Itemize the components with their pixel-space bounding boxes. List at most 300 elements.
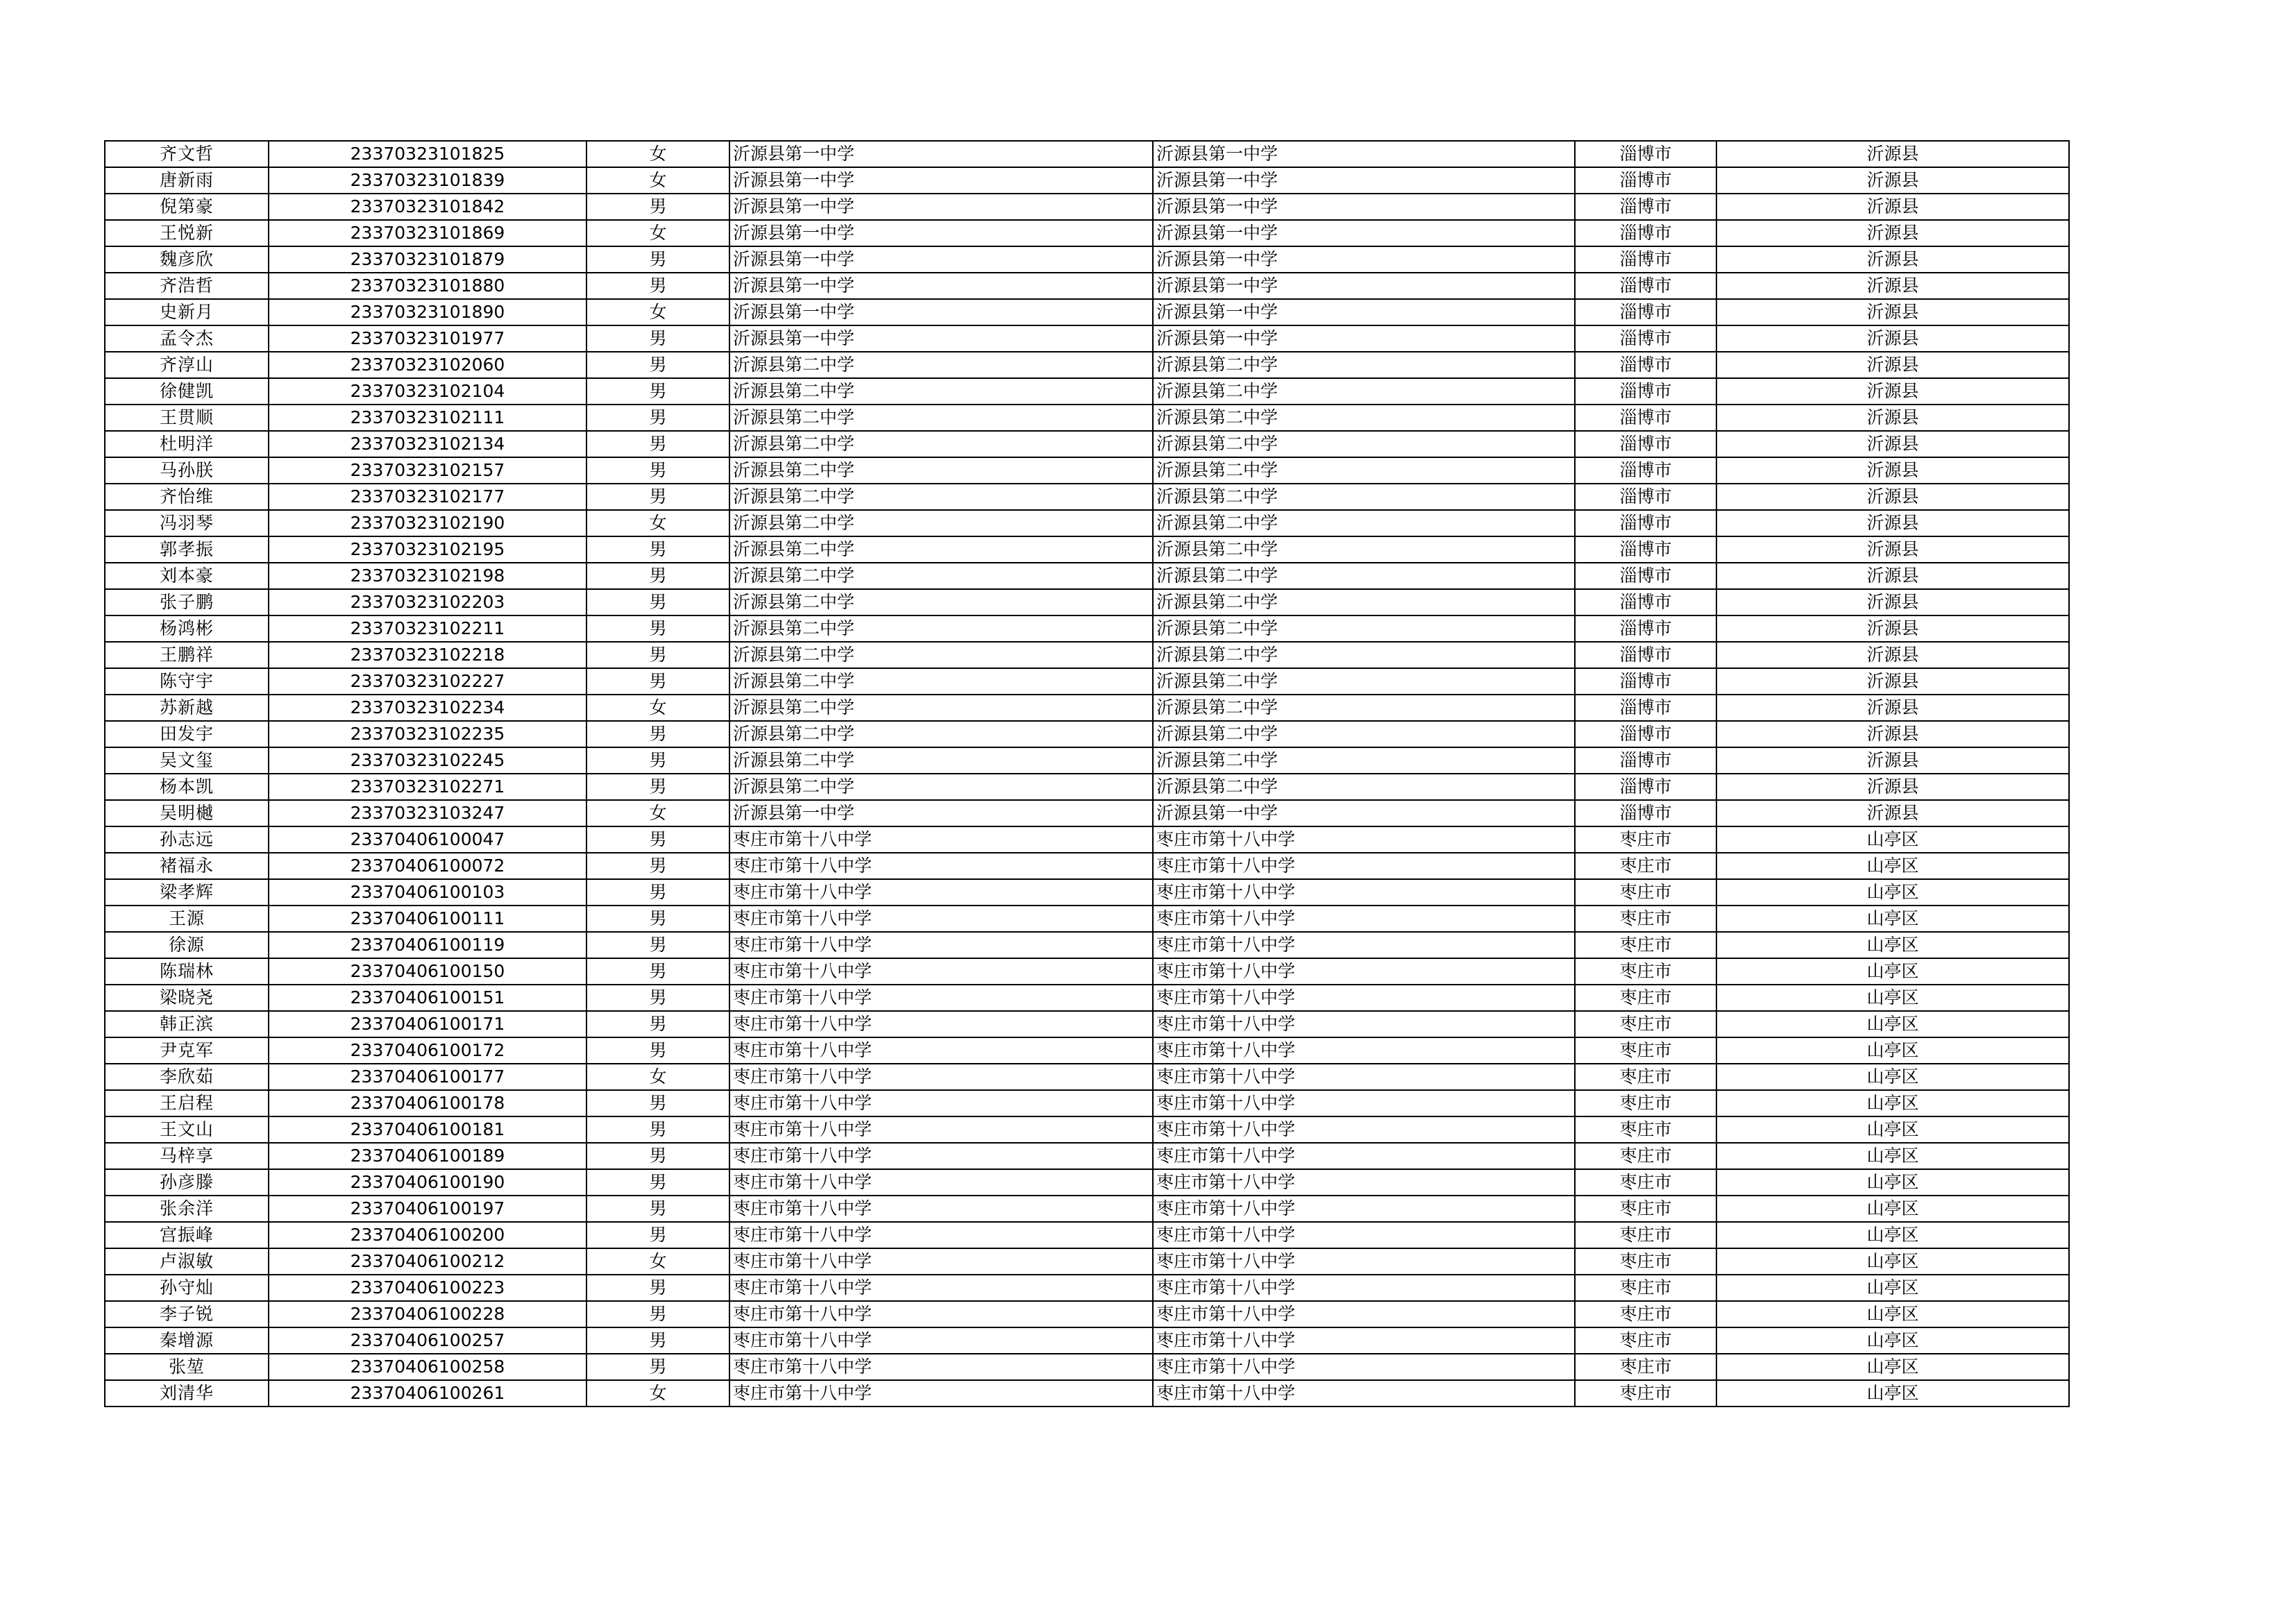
city-cell: 淄博市 [1575, 220, 1716, 246]
enrolled-school-cell: 沂源县第二中学 [1153, 484, 1575, 510]
city-cell: 淄博市 [1575, 563, 1716, 589]
city-cell: 枣庄市 [1575, 1327, 1716, 1354]
school-cell: 枣庄市第十八中学 [729, 1116, 1153, 1143]
school-cell: 沂源县第二中学 [729, 774, 1153, 800]
city-cell: 枣庄市 [1575, 985, 1716, 1011]
gender-cell: 男 [586, 747, 729, 774]
district-cell: 山亭区 [1716, 1116, 2069, 1143]
enrolled-school-cell: 沂源县第二中学 [1153, 668, 1575, 695]
table-row [105, 405, 2069, 431]
enrolled-school-cell: 枣庄市第十八中学 [1153, 879, 1575, 906]
gender-cell: 女 [586, 1248, 729, 1275]
gender-cell: 男 [586, 1196, 729, 1222]
school-cell: 枣庄市第十八中学 [729, 1275, 1153, 1301]
name-cell: 韩正滨 [105, 1011, 269, 1037]
gender-cell: 男 [586, 1301, 729, 1327]
district-cell: 沂源县 [1716, 220, 2069, 246]
gender-cell: 女 [586, 1064, 729, 1090]
school-cell: 枣庄市第十八中学 [729, 1380, 1153, 1407]
enrolled-school-cell: 枣庄市第十八中学 [1153, 932, 1575, 958]
table-row [105, 167, 2069, 194]
city-cell: 枣庄市 [1575, 1275, 1716, 1301]
exam-number-cell: 23370323102218 [269, 642, 586, 668]
name-cell: 吴文玺 [105, 747, 269, 774]
exam-number-cell: 23370406100150 [269, 958, 586, 985]
enrolled-school-cell: 枣庄市第十八中学 [1153, 853, 1575, 879]
gender-cell: 男 [586, 721, 729, 747]
city-cell: 淄博市 [1575, 325, 1716, 352]
table-row [105, 695, 2069, 721]
school-cell: 沂源县第一中学 [729, 273, 1153, 299]
exam-number-cell: 23370323101825 [269, 141, 586, 167]
school-cell: 沂源县第二中学 [729, 536, 1153, 563]
table-row [105, 563, 2069, 589]
district-cell: 沂源县 [1716, 484, 2069, 510]
district-cell: 山亭区 [1716, 1090, 2069, 1116]
gender-cell: 女 [586, 220, 729, 246]
gender-cell: 男 [586, 325, 729, 352]
exam-number-cell: 23370323101842 [269, 194, 586, 220]
gender-cell: 男 [586, 1011, 729, 1037]
school-cell: 枣庄市第十八中学 [729, 932, 1153, 958]
gender-cell: 男 [586, 668, 729, 695]
gender-cell: 男 [586, 1275, 729, 1301]
gender-cell: 女 [586, 167, 729, 194]
table-row [105, 246, 2069, 273]
city-cell: 枣庄市 [1575, 1064, 1716, 1090]
table-row [105, 958, 2069, 985]
city-cell: 枣庄市 [1575, 1248, 1716, 1275]
gender-cell: 男 [586, 352, 729, 378]
district-cell: 沂源县 [1716, 431, 2069, 457]
gender-cell: 男 [586, 1222, 729, 1248]
school-cell: 沂源县第一中学 [729, 800, 1153, 826]
school-cell: 枣庄市第十八中学 [729, 1222, 1153, 1248]
district-cell: 沂源县 [1716, 378, 2069, 405]
table-row [105, 1169, 2069, 1196]
name-cell: 唐新雨 [105, 167, 269, 194]
table-row [105, 194, 2069, 220]
gender-cell: 男 [586, 642, 729, 668]
enrolled-school-cell: 枣庄市第十八中学 [1153, 1090, 1575, 1116]
enrolled-school-cell: 沂源县第二中学 [1153, 536, 1575, 563]
table-row [105, 721, 2069, 747]
district-cell: 沂源县 [1716, 747, 2069, 774]
city-cell: 淄博市 [1575, 615, 1716, 642]
enrolled-school-cell: 枣庄市第十八中学 [1153, 1248, 1575, 1275]
district-cell: 沂源县 [1716, 299, 2069, 325]
name-cell: 王贯顺 [105, 405, 269, 431]
table-row [105, 1354, 2069, 1380]
gender-cell: 男 [586, 906, 729, 932]
city-cell: 枣庄市 [1575, 879, 1716, 906]
district-cell: 沂源县 [1716, 668, 2069, 695]
table-row [105, 457, 2069, 484]
gender-cell: 男 [586, 273, 729, 299]
exam-number-cell: 23370323102271 [269, 774, 586, 800]
district-cell: 沂源县 [1716, 510, 2069, 536]
district-cell: 山亭区 [1716, 1275, 2069, 1301]
name-cell: 魏彦欣 [105, 246, 269, 273]
table-row [105, 1064, 2069, 1090]
school-cell: 沂源县第一中学 [729, 141, 1153, 167]
school-cell: 枣庄市第十八中学 [729, 1064, 1153, 1090]
name-cell: 张堃 [105, 1354, 269, 1380]
city-cell: 淄博市 [1575, 405, 1716, 431]
exam-number-cell: 23370323102195 [269, 536, 586, 563]
enrolled-school-cell: 枣庄市第十八中学 [1153, 1380, 1575, 1407]
name-cell: 李欣茹 [105, 1064, 269, 1090]
name-cell: 杨本凯 [105, 774, 269, 800]
exam-number-cell: 23370323102234 [269, 695, 586, 721]
exam-number-cell: 23370406100189 [269, 1143, 586, 1169]
name-cell: 杨鸿彬 [105, 615, 269, 642]
enrolled-school-cell: 枣庄市第十八中学 [1153, 958, 1575, 985]
enrolled-school-cell: 枣庄市第十八中学 [1153, 1064, 1575, 1090]
district-cell: 沂源县 [1716, 642, 2069, 668]
table-row [105, 1116, 2069, 1143]
name-cell: 齐淳山 [105, 352, 269, 378]
name-cell: 苏新越 [105, 695, 269, 721]
school-cell: 沂源县第一中学 [729, 299, 1153, 325]
table-row [105, 1011, 2069, 1037]
roster-table [104, 140, 2070, 1407]
exam-number-cell: 23370323102227 [269, 668, 586, 695]
city-cell: 枣庄市 [1575, 1222, 1716, 1248]
enrolled-school-cell: 枣庄市第十八中学 [1153, 1196, 1575, 1222]
district-cell: 沂源县 [1716, 352, 2069, 378]
school-cell: 沂源县第二中学 [729, 615, 1153, 642]
exam-number-cell: 23370406100171 [269, 1011, 586, 1037]
district-cell: 沂源县 [1716, 563, 2069, 589]
school-cell: 枣庄市第十八中学 [729, 1327, 1153, 1354]
school-cell: 沂源县第一中学 [729, 167, 1153, 194]
school-cell: 枣庄市第十八中学 [729, 826, 1153, 853]
city-cell: 淄博市 [1575, 721, 1716, 747]
exam-number-cell: 23370323102190 [269, 510, 586, 536]
exam-number-cell: 23370323102203 [269, 589, 586, 615]
exam-number-cell: 23370406100072 [269, 853, 586, 879]
city-cell: 淄博市 [1575, 536, 1716, 563]
city-cell: 淄博市 [1575, 668, 1716, 695]
city-cell: 淄博市 [1575, 457, 1716, 484]
city-cell: 枣庄市 [1575, 1169, 1716, 1196]
table-row [105, 879, 2069, 906]
gender-cell: 男 [586, 563, 729, 589]
city-cell: 枣庄市 [1575, 1196, 1716, 1222]
enrolled-school-cell: 枣庄市第十八中学 [1153, 906, 1575, 932]
city-cell: 枣庄市 [1575, 1143, 1716, 1169]
gender-cell: 男 [586, 405, 729, 431]
enrolled-school-cell: 枣庄市第十八中学 [1153, 1222, 1575, 1248]
city-cell: 枣庄市 [1575, 1011, 1716, 1037]
exam-number-cell: 23370406100151 [269, 985, 586, 1011]
school-cell: 沂源县第二中学 [729, 642, 1153, 668]
district-cell: 沂源县 [1716, 774, 2069, 800]
district-cell: 山亭区 [1716, 853, 2069, 879]
name-cell: 杜明洋 [105, 431, 269, 457]
gender-cell: 女 [586, 1380, 729, 1407]
enrolled-school-cell: 沂源县第二中学 [1153, 642, 1575, 668]
school-cell: 沂源县第一中学 [729, 220, 1153, 246]
gender-cell: 男 [586, 615, 729, 642]
school-cell: 枣庄市第十八中学 [729, 985, 1153, 1011]
name-cell: 褚福永 [105, 853, 269, 879]
city-cell: 淄博市 [1575, 194, 1716, 220]
name-cell: 宫振峰 [105, 1222, 269, 1248]
school-cell: 沂源县第二中学 [729, 378, 1153, 405]
district-cell: 山亭区 [1716, 1143, 2069, 1169]
district-cell: 山亭区 [1716, 1064, 2069, 1090]
school-cell: 枣庄市第十八中学 [729, 1354, 1153, 1380]
gender-cell: 男 [586, 246, 729, 273]
name-cell: 梁晓尧 [105, 985, 269, 1011]
city-cell: 淄博市 [1575, 484, 1716, 510]
name-cell: 孙守灿 [105, 1275, 269, 1301]
district-cell: 山亭区 [1716, 879, 2069, 906]
name-cell: 齐文哲 [105, 141, 269, 167]
school-cell: 枣庄市第十八中学 [729, 1090, 1153, 1116]
exam-number-cell: 23370406100223 [269, 1275, 586, 1301]
enrolled-school-cell: 枣庄市第十八中学 [1153, 826, 1575, 853]
enrolled-school-cell: 沂源县第二中学 [1153, 721, 1575, 747]
table-row [105, 431, 2069, 457]
name-cell: 李子锐 [105, 1301, 269, 1327]
district-cell: 沂源县 [1716, 721, 2069, 747]
exam-number-cell: 23370323103247 [269, 800, 586, 826]
school-cell: 枣庄市第十八中学 [729, 906, 1153, 932]
name-cell: 刘清华 [105, 1380, 269, 1407]
district-cell: 沂源县 [1716, 615, 2069, 642]
exam-number-cell: 23370406100103 [269, 879, 586, 906]
gender-cell: 男 [586, 879, 729, 906]
enrolled-school-cell: 枣庄市第十八中学 [1153, 1301, 1575, 1327]
exam-number-cell: 23370323102211 [269, 615, 586, 642]
city-cell: 枣庄市 [1575, 1301, 1716, 1327]
exam-number-cell: 23370406100212 [269, 1248, 586, 1275]
school-cell: 沂源县第二中学 [729, 405, 1153, 431]
district-cell: 山亭区 [1716, 1354, 2069, 1380]
enrolled-school-cell: 沂源县第二中学 [1153, 457, 1575, 484]
enrolled-school-cell: 沂源县第二中学 [1153, 615, 1575, 642]
exam-number-cell: 23370323102245 [269, 747, 586, 774]
district-cell: 山亭区 [1716, 1037, 2069, 1064]
name-cell: 马梓享 [105, 1143, 269, 1169]
table-row [105, 1301, 2069, 1327]
enrolled-school-cell: 沂源县第二中学 [1153, 774, 1575, 800]
gender-cell: 女 [586, 141, 729, 167]
table-row [105, 1275, 2069, 1301]
city-cell: 淄博市 [1575, 431, 1716, 457]
exam-number-cell: 23370406100197 [269, 1196, 586, 1222]
name-cell: 王文山 [105, 1116, 269, 1143]
city-cell: 淄博市 [1575, 695, 1716, 721]
exam-number-cell: 23370406100119 [269, 932, 586, 958]
exam-number-cell: 23370406100177 [269, 1064, 586, 1090]
enrolled-school-cell: 枣庄市第十八中学 [1153, 1143, 1575, 1169]
exam-number-cell: 23370406100047 [269, 826, 586, 853]
name-cell: 倪第豪 [105, 194, 269, 220]
enrolled-school-cell: 沂源县第二中学 [1153, 747, 1575, 774]
name-cell: 尹克军 [105, 1037, 269, 1064]
school-cell: 沂源县第二中学 [729, 510, 1153, 536]
table-row [105, 378, 2069, 405]
exam-number-cell: 23370406100190 [269, 1169, 586, 1196]
city-cell: 淄博市 [1575, 747, 1716, 774]
exam-number-cell: 23370323102235 [269, 721, 586, 747]
exam-number-cell: 23370323102104 [269, 378, 586, 405]
enrolled-school-cell: 沂源县第一中学 [1153, 194, 1575, 220]
name-cell: 郭孝振 [105, 536, 269, 563]
district-cell: 沂源县 [1716, 141, 2069, 167]
district-cell: 山亭区 [1716, 1222, 2069, 1248]
school-cell: 枣庄市第十八中学 [729, 1143, 1153, 1169]
gender-cell: 男 [586, 536, 729, 563]
enrolled-school-cell: 沂源县第一中学 [1153, 325, 1575, 352]
city-cell: 枣庄市 [1575, 853, 1716, 879]
district-cell: 沂源县 [1716, 325, 2069, 352]
table-row [105, 1196, 2069, 1222]
table-row [105, 853, 2069, 879]
enrolled-school-cell: 枣庄市第十八中学 [1153, 1354, 1575, 1380]
exam-number-cell: 23370323101879 [269, 246, 586, 273]
exam-number-cell: 23370323102060 [269, 352, 586, 378]
district-cell: 沂源县 [1716, 273, 2069, 299]
city-cell: 淄博市 [1575, 642, 1716, 668]
name-cell: 吴明樾 [105, 800, 269, 826]
name-cell: 王启程 [105, 1090, 269, 1116]
enrolled-school-cell: 枣庄市第十八中学 [1153, 1037, 1575, 1064]
district-cell: 山亭区 [1716, 1196, 2069, 1222]
table-row [105, 1248, 2069, 1275]
gender-cell: 女 [586, 510, 729, 536]
table-row [105, 141, 2069, 167]
gender-cell: 男 [586, 1090, 729, 1116]
name-cell: 冯羽琴 [105, 510, 269, 536]
district-cell: 山亭区 [1716, 1169, 2069, 1196]
gender-cell: 男 [586, 431, 729, 457]
table-row [105, 800, 2069, 826]
city-cell: 枣庄市 [1575, 932, 1716, 958]
enrolled-school-cell: 枣庄市第十八中学 [1153, 1011, 1575, 1037]
gender-cell: 女 [586, 299, 729, 325]
name-cell: 王鹏祥 [105, 642, 269, 668]
table-row [105, 826, 2069, 853]
name-cell: 张余洋 [105, 1196, 269, 1222]
enrolled-school-cell: 枣庄市第十八中学 [1153, 1275, 1575, 1301]
school-cell: 枣庄市第十八中学 [729, 1011, 1153, 1037]
city-cell: 淄博市 [1575, 800, 1716, 826]
school-cell: 枣庄市第十八中学 [729, 1248, 1153, 1275]
gender-cell: 男 [586, 194, 729, 220]
city-cell: 淄博市 [1575, 378, 1716, 405]
school-cell: 枣庄市第十八中学 [729, 853, 1153, 879]
city-cell: 淄博市 [1575, 299, 1716, 325]
enrolled-school-cell: 沂源县第一中学 [1153, 800, 1575, 826]
name-cell: 孙彦滕 [105, 1169, 269, 1196]
school-cell: 枣庄市第十八中学 [729, 958, 1153, 985]
district-cell: 山亭区 [1716, 985, 2069, 1011]
enrolled-school-cell: 枣庄市第十八中学 [1153, 1116, 1575, 1143]
exam-number-cell: 23370406100257 [269, 1327, 586, 1354]
city-cell: 淄博市 [1575, 167, 1716, 194]
school-cell: 沂源县第二中学 [729, 484, 1153, 510]
school-cell: 沂源县第二中学 [729, 563, 1153, 589]
exam-number-cell: 23370323102198 [269, 563, 586, 589]
gender-cell: 男 [586, 1116, 729, 1143]
district-cell: 山亭区 [1716, 906, 2069, 932]
gender-cell: 男 [586, 826, 729, 853]
city-cell: 枣庄市 [1575, 826, 1716, 853]
exam-number-cell: 23370406100261 [269, 1380, 586, 1407]
exam-number-cell: 23370323101869 [269, 220, 586, 246]
exam-number-cell: 23370323102111 [269, 405, 586, 431]
school-cell: 沂源县第二中学 [729, 721, 1153, 747]
enrolled-school-cell: 沂源县第二中学 [1153, 352, 1575, 378]
table-row [105, 536, 2069, 563]
gender-cell: 男 [586, 589, 729, 615]
school-cell: 枣庄市第十八中学 [729, 1169, 1153, 1196]
gender-cell: 男 [586, 484, 729, 510]
exam-number-cell: 23370323102134 [269, 431, 586, 457]
exam-number-cell: 23370323101839 [269, 167, 586, 194]
school-cell: 沂源县第一中学 [729, 246, 1153, 273]
table-row [105, 1090, 2069, 1116]
enrolled-school-cell: 沂源县第一中学 [1153, 167, 1575, 194]
enrolled-school-cell: 沂源县第一中学 [1153, 246, 1575, 273]
city-cell: 枣庄市 [1575, 1037, 1716, 1064]
district-cell: 山亭区 [1716, 1011, 2069, 1037]
name-cell: 徐健凯 [105, 378, 269, 405]
table-row [105, 1327, 2069, 1354]
school-cell: 枣庄市第十八中学 [729, 1196, 1153, 1222]
name-cell: 刘本豪 [105, 563, 269, 589]
school-cell: 枣庄市第十八中学 [729, 1301, 1153, 1327]
enrolled-school-cell: 枣庄市第十八中学 [1153, 985, 1575, 1011]
table-row [105, 484, 2069, 510]
table-row [105, 642, 2069, 668]
table-row [105, 985, 2069, 1011]
school-cell: 沂源县第二中学 [729, 695, 1153, 721]
exam-number-cell: 23370406100111 [269, 906, 586, 932]
roster-body [105, 141, 2069, 1407]
table-row [105, 510, 2069, 536]
table-row [105, 1380, 2069, 1407]
gender-cell: 男 [586, 774, 729, 800]
name-cell: 齐浩哲 [105, 273, 269, 299]
district-cell: 山亭区 [1716, 1301, 2069, 1327]
name-cell: 史新月 [105, 299, 269, 325]
table-row [105, 668, 2069, 695]
table-row [105, 932, 2069, 958]
enrolled-school-cell: 沂源县第二中学 [1153, 431, 1575, 457]
name-cell: 孙志远 [105, 826, 269, 853]
exam-number-cell: 23370406100258 [269, 1354, 586, 1380]
district-cell: 沂源县 [1716, 800, 2069, 826]
school-cell: 枣庄市第十八中学 [729, 1037, 1153, 1064]
school-cell: 沂源县第二中学 [729, 431, 1153, 457]
table-row [105, 589, 2069, 615]
city-cell: 枣庄市 [1575, 1354, 1716, 1380]
name-cell: 孟令杰 [105, 325, 269, 352]
name-cell: 徐源 [105, 932, 269, 958]
name-cell: 梁孝辉 [105, 879, 269, 906]
city-cell: 淄博市 [1575, 141, 1716, 167]
school-cell: 沂源县第二中学 [729, 668, 1153, 695]
table-row [105, 299, 2069, 325]
school-cell: 沂源县第二中学 [729, 457, 1153, 484]
school-cell: 沂源县第一中学 [729, 325, 1153, 352]
